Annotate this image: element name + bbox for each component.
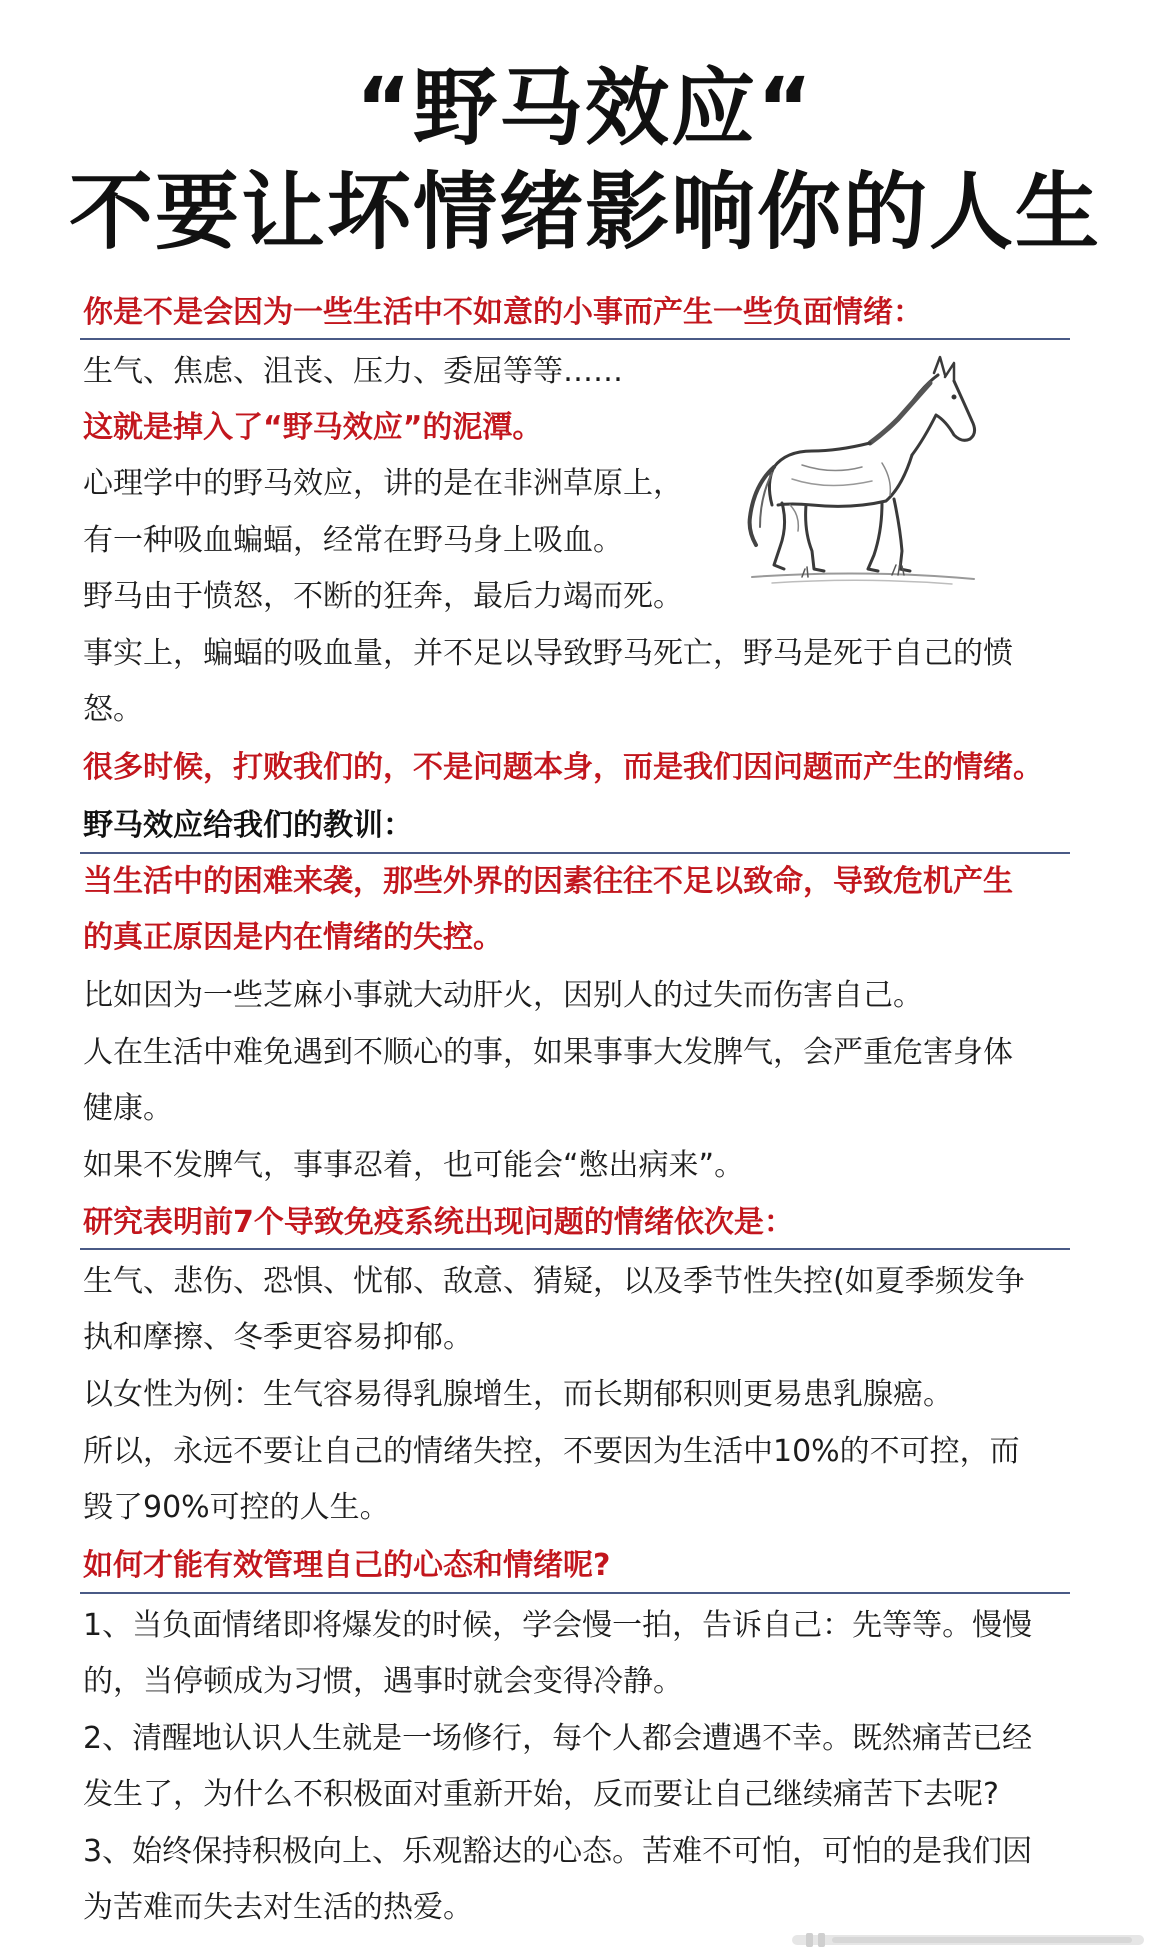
- section-3-divider: [80, 1248, 1070, 1250]
- section-2-heading: 野马效应给我们的教训：: [83, 808, 413, 843]
- lesson-key: 当生活中的困难来袭，那些外界的因素往往不足以致命，导致危机产生: [83, 864, 1013, 899]
- paragraph: 比如因为一些芝麻小事就大动肝火，因别人的过失而伤害自己。: [83, 978, 923, 1013]
- paragraph: 如果不发脾气，事事忍着，也可能会“憋出病来”。: [83, 1148, 745, 1183]
- list-item: 1、当负面情绪即将爆发的时候，学会慢一拍，告诉自己：先等等。慢慢: [83, 1608, 1033, 1643]
- lesson-key: 的真正原因是内在情绪的失控。: [83, 920, 503, 955]
- paragraph: 事实上，蝙蝠的吸血量，并不足以导致野马死亡，野马是死于自己的愤: [83, 636, 1013, 671]
- paragraph: 怒。: [83, 692, 143, 727]
- paragraph: 心理学中的野马效应，讲的是在非洲草原上，: [83, 466, 683, 501]
- key-insight: 很多时候，打败我们的，不是问题本身，而是我们因问题而产生的情绪。: [83, 750, 1043, 785]
- section-2-divider: [80, 852, 1070, 854]
- paragraph: 以女性为例：生气容易得乳腺增生，而长期郁积则更易患乳腺癌。: [83, 1377, 953, 1412]
- list-item: 为苦难而失去对生活的热爱。: [83, 1890, 473, 1925]
- list-item: 3、始终保持积极向上、乐观豁达的心态。苦难不可怕，可怕的是我们因: [83, 1834, 1033, 1869]
- section-3-heading: 研究表明前7个导致免疫系统出现问题的情绪依次是：: [83, 1205, 794, 1240]
- trap-statement: 这就是掉入了“野马效应”的泥潭。: [83, 410, 543, 445]
- section-4-heading: 如何才能有效管理自己的心态和情绪呢?: [83, 1548, 611, 1583]
- paragraph: 健康。: [83, 1091, 173, 1126]
- emotions-list: 生气、焦虑、沮丧、压力、委屈等等……: [83, 354, 623, 389]
- paragraph: 毁了90%可控的人生。: [83, 1490, 390, 1525]
- paragraph: 有一种吸血蝙蝠，经常在野马身上吸血。: [83, 523, 623, 558]
- section-1-heading: 你是不是会因为一些生活中不如意的小事而产生一些负面情绪：: [83, 295, 923, 330]
- paragraph: 所以，永远不要让自己的情绪失控，不要因为生活中10%的不可控，而: [83, 1434, 1020, 1469]
- list-item: 发生了，为什么不积极面对重新开始，反而要让自己继续痛苦下去呢?: [83, 1777, 999, 1812]
- paragraph: 生气、悲伤、恐惧、忧郁、敌意、猜疑，以及季节性失控(如夏季频发争: [83, 1264, 1025, 1299]
- paragraph: 执和摩擦、冬季更容易抑郁。: [83, 1320, 473, 1355]
- section-1-divider: [80, 338, 1070, 340]
- title-line-1: “野马效应“: [355, 59, 815, 157]
- list-item: 的，当停顿成为习惯，遇事时就会变得冷静。: [83, 1664, 683, 1699]
- watermark-decoration: [792, 1932, 1144, 1948]
- section-4-divider: [80, 1592, 1070, 1594]
- horse-sketch-illustration: [742, 355, 982, 595]
- list-item: 2、清醒地认识人生就是一场修行，每个人都会遭遇不幸。既然痛苦已经: [83, 1721, 1033, 1756]
- title-line-2: 不要让坏情绪影响你的人生: [68, 163, 1101, 261]
- paragraph: 人在生活中难免遇到不顺心的事，如果事事大发脾气，会严重危害身体: [83, 1035, 1013, 1070]
- paragraph: 野马由于愤怒，不断的狂奔，最后力竭而死。: [83, 579, 683, 614]
